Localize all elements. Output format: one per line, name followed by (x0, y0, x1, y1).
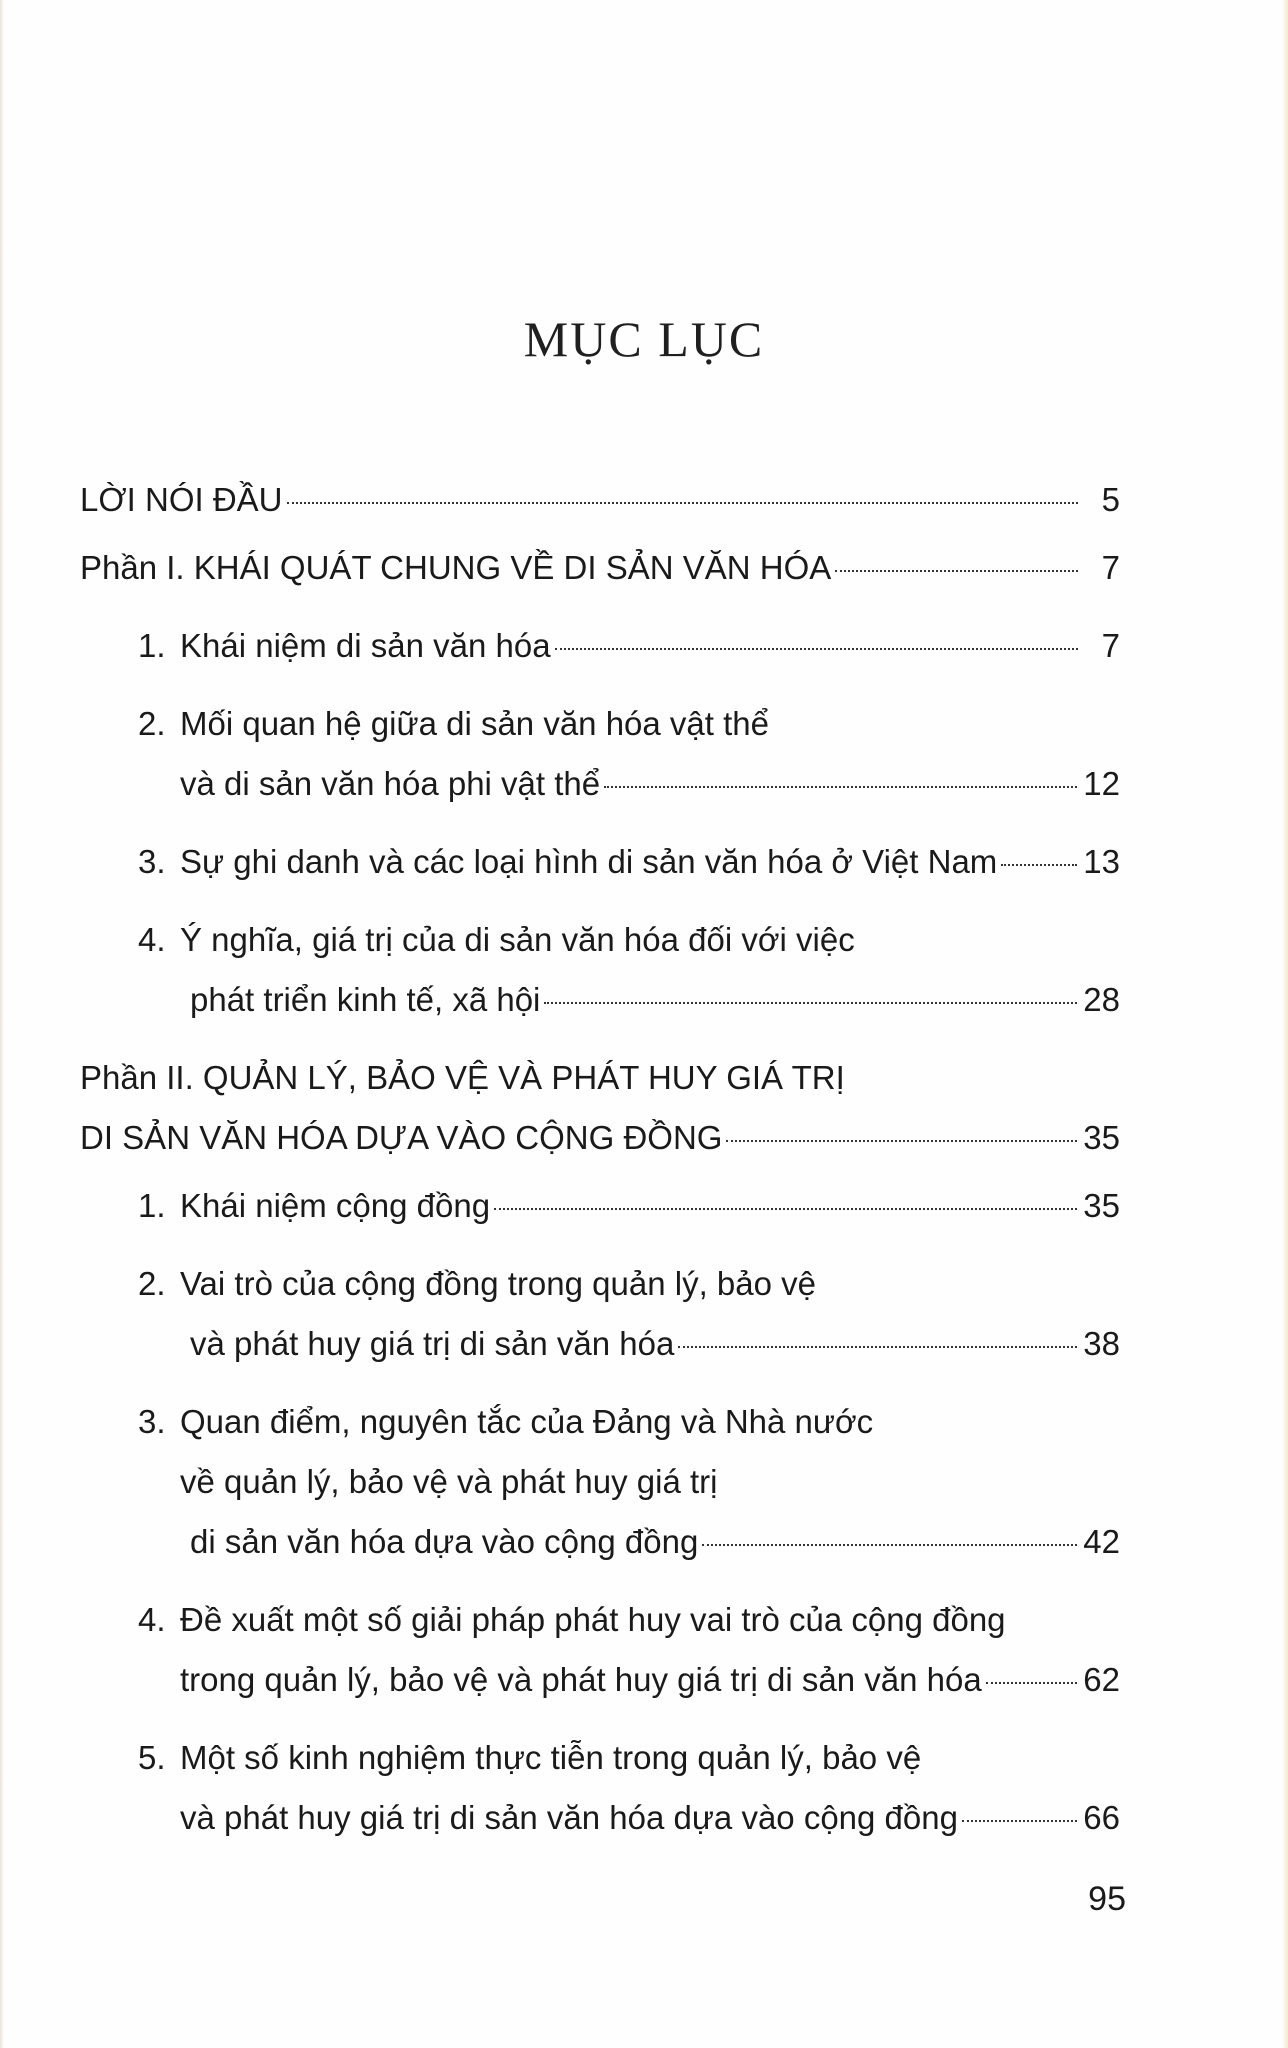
toc-entry-text: Đề xuất một số giải pháp phát huy vai trò của cộng đồng (180, 1601, 1006, 1638)
toc-entry-2-2[interactable] (80, 1254, 1120, 1374)
toc-entry-part-2[interactable] (80, 1048, 1120, 1168)
toc-entry-1-4[interactable] (80, 910, 1120, 1030)
item-number: 2. (138, 705, 166, 742)
toc-entry-text: Vai trò của cộng đồng trong quản lý, bảo vệ (180, 1265, 816, 1302)
item-number: 1. (138, 627, 166, 664)
dot-leader (555, 648, 1078, 650)
toc-page-number: 12 (1083, 765, 1120, 802)
toc-entry-text: Một số kinh nghiệm thực tiễn trong quản lý, bảo vệ (180, 1739, 922, 1776)
toc-entry-text: và phát huy giá trị di sản văn hóa (190, 1325, 675, 1362)
toc-entry-1-1[interactable] (80, 616, 1120, 676)
page-edge-left (0, 0, 4, 2048)
toc-page-number: 66 (1083, 1799, 1120, 1836)
item-number: 3. (138, 843, 166, 880)
toc-entry-part-1[interactable] (80, 538, 1120, 598)
toc-page-number: 35 (1083, 1187, 1120, 1224)
dot-leader (962, 1820, 1077, 1822)
toc-part-title: DI SẢN VĂN HÓA DỰA VÀO CỘNG ĐỒNG (80, 1119, 723, 1156)
item-number: 3. (138, 1403, 166, 1440)
toc-entry-text: LỜI NÓI ĐẦU (80, 481, 283, 518)
page-number: 95 (1088, 1880, 1126, 1918)
toc-entry-text: Sự ghi danh và các loại hình di sản văn hóa ở Việt Nam (180, 843, 998, 880)
toc-entry-text: di sản văn hóa dựa vào cộng đồng (190, 1523, 699, 1560)
toc-entry-2-1[interactable] (80, 1176, 1120, 1236)
item-number: 2. (138, 1265, 166, 1302)
toc-entry-text: và phát huy giá trị di sản văn hóa dựa vào cộng đồng (180, 1799, 958, 1836)
dot-leader (835, 570, 1078, 572)
toc-entry-1-3[interactable] (80, 832, 1120, 892)
toc-entry-2-5[interactable] (80, 1728, 1120, 1848)
toc-entry-preface[interactable] (80, 470, 1120, 530)
toc-part-title: Phần II. QUẢN LÝ, BẢO VỆ VÀ PHÁT HUY GIÁ TRỊ (80, 1059, 845, 1096)
item-number: 4. (138, 1601, 166, 1638)
toc-part-title: Phần I. KHÁI QUÁT CHUNG VỀ DI SẢN VĂN HÓA (80, 549, 832, 586)
dot-leader (702, 1544, 1077, 1546)
toc-entry-1-2[interactable] (80, 694, 1120, 814)
dot-leader (604, 786, 1077, 788)
toc-entry-text: Mối quan hệ giữa di sản văn hóa vật thể (180, 705, 769, 742)
dot-leader (678, 1346, 1077, 1348)
toc-page-number: 35 (1083, 1119, 1120, 1156)
dot-leader (986, 1682, 1078, 1684)
toc-entry-2-4[interactable] (80, 1590, 1120, 1710)
dot-leader (544, 1002, 1077, 1004)
item-number: 4. (138, 921, 166, 958)
item-number: 1. (138, 1187, 166, 1224)
page-edge-right (1282, 0, 1288, 2048)
item-number: 5. (138, 1739, 166, 1776)
toc-entry-text: và di sản văn hóa phi vật thể (180, 765, 601, 802)
toc-entry-text: Khái niệm di sản văn hóa (180, 627, 551, 664)
dot-leader (1001, 864, 1077, 866)
toc-entry-text: trong quản lý, bảo vệ và phát huy giá trị di sản văn hóa (180, 1661, 982, 1698)
toc-entry-text: Quan điểm, nguyên tắc của Đảng và Nhà nước (180, 1403, 874, 1440)
toc-page-number: 13 (1083, 843, 1120, 880)
toc-entry-text: Ý nghĩa, giá trị của di sản văn hóa đối với việc (180, 921, 855, 958)
page-title: MỤC LỤC (523, 311, 765, 367)
toc-entry-text: phát triển kinh tế, xã hội (190, 981, 541, 1018)
toc-page-number: 5 (1101, 481, 1120, 518)
toc-entry-text: Khái niệm cộng đồng (180, 1187, 491, 1224)
toc-page-number: 62 (1083, 1661, 1120, 1698)
table-of-contents (80, 470, 1120, 1848)
toc-page-number: 42 (1083, 1523, 1120, 1560)
dot-leader (494, 1208, 1077, 1210)
dot-leader (726, 1140, 1077, 1142)
toc-page-number: 7 (1101, 627, 1120, 664)
dot-leader (287, 502, 1079, 504)
toc-page-number: 28 (1083, 981, 1120, 1018)
toc-entry-text: về quản lý, bảo vệ và phát huy giá trị (180, 1463, 718, 1500)
toc-entry-2-3[interactable] (80, 1392, 1120, 1572)
toc-page-number: 38 (1083, 1325, 1120, 1362)
toc-page-number: 7 (1101, 549, 1120, 586)
